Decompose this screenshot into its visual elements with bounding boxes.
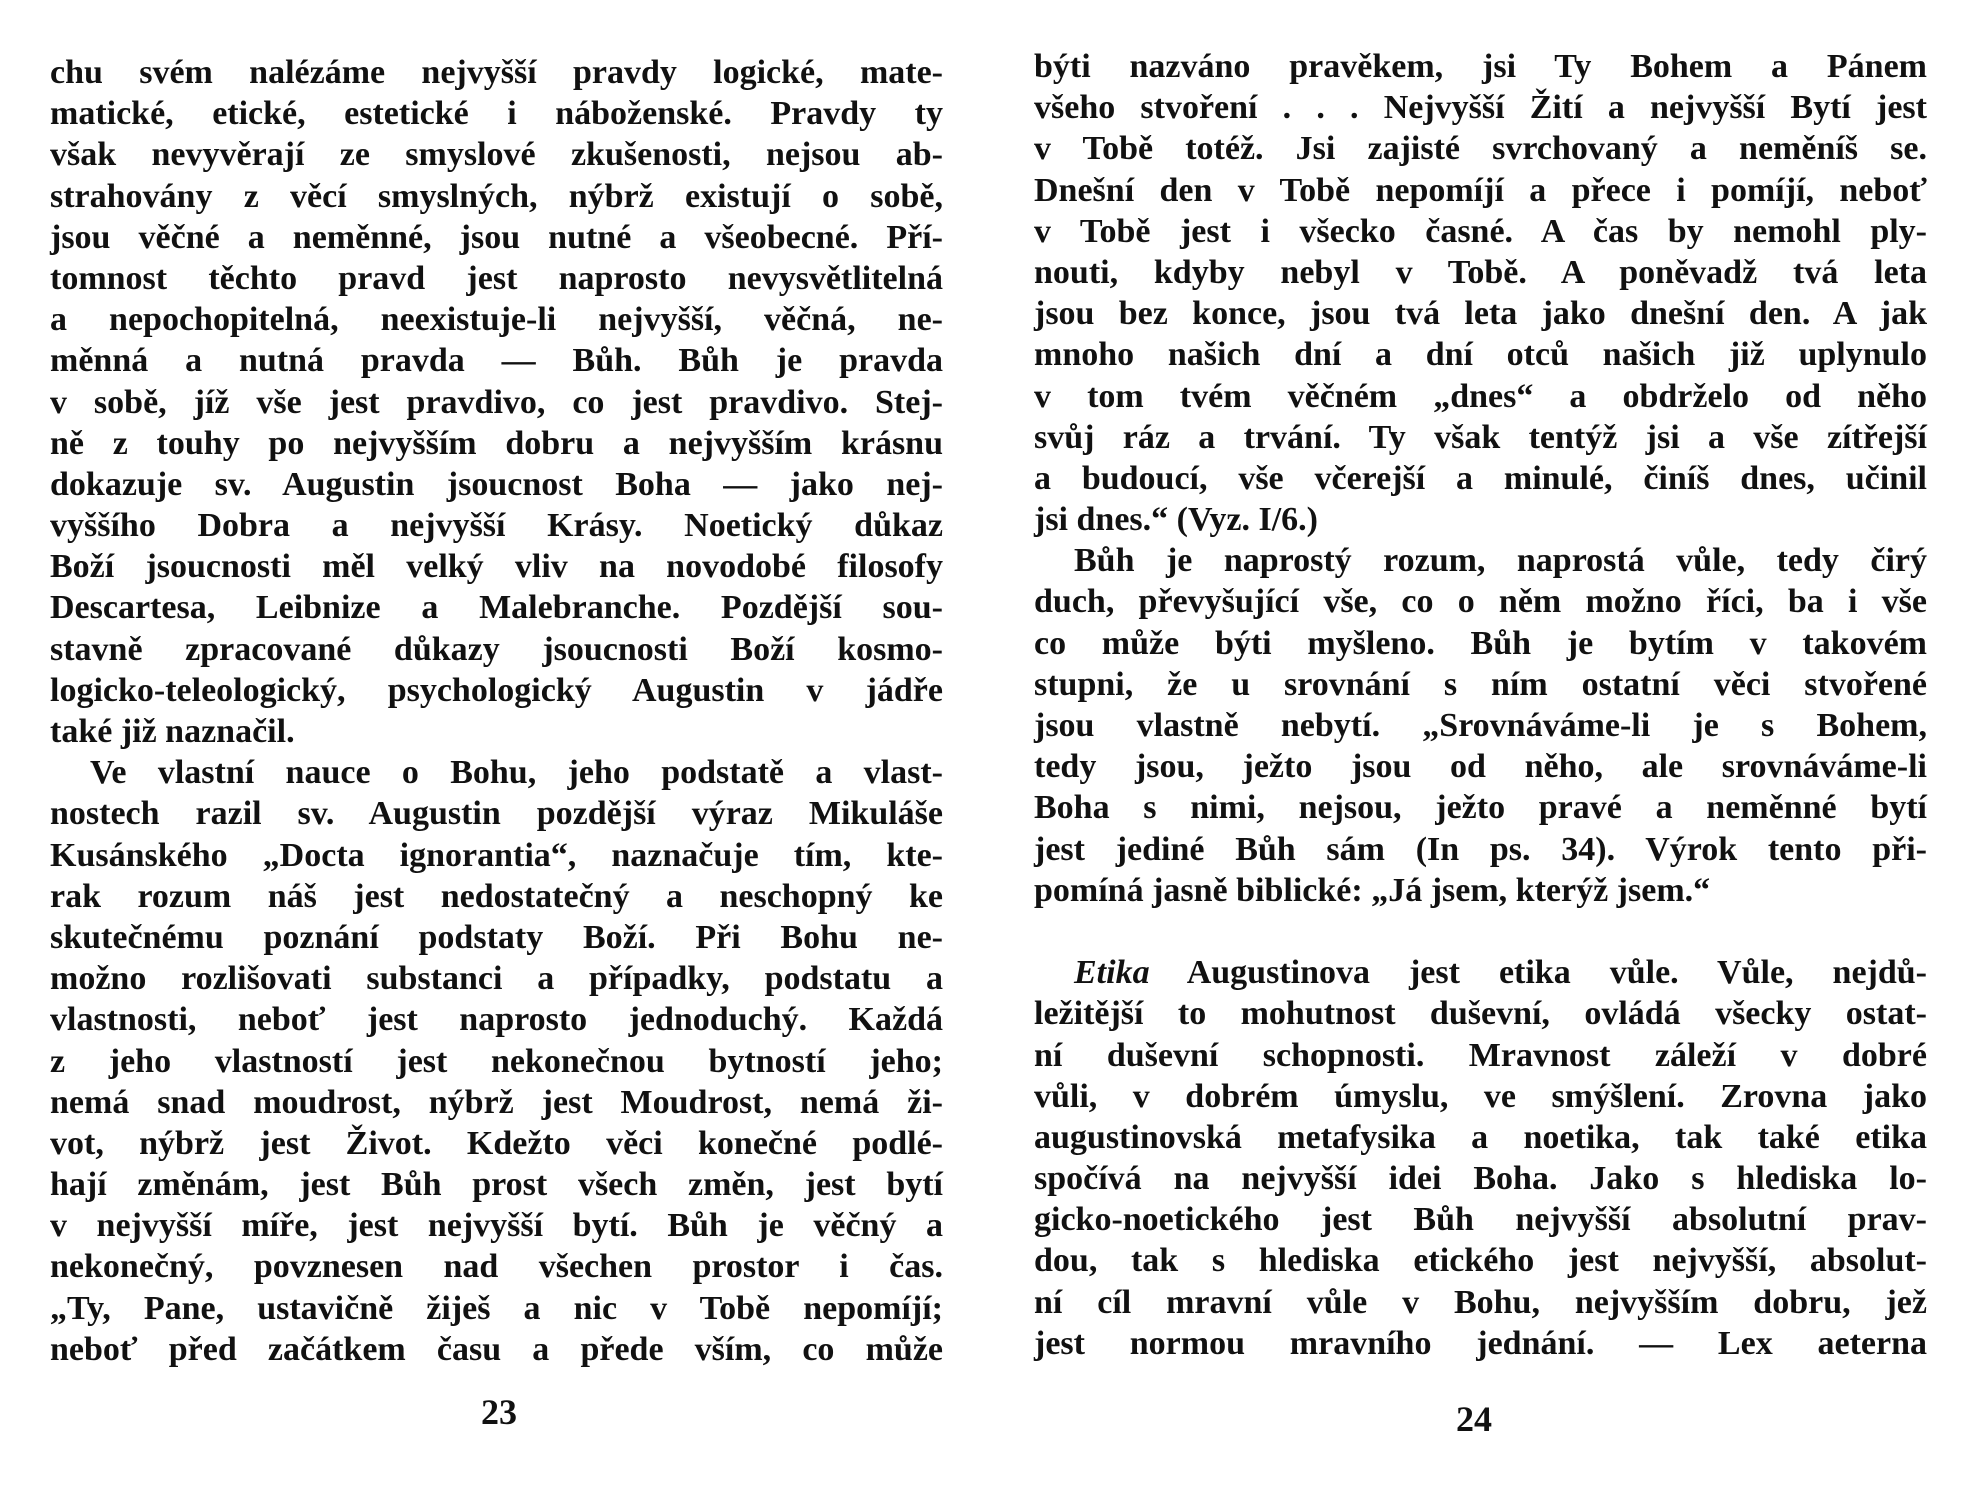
text-line: Boží jsoucnosti měl velký vliv na novodobé filosofy: [50, 548, 943, 586]
text-line: ležitější to mohutnost duševní, ovládá všecky ostat-: [1034, 995, 1927, 1033]
text-line: Ve vlastní nauce o Bohu, jeho podstatě a vlast-: [90, 754, 943, 792]
text-line: nekonečný, povznesen nad všechen prostor i čas.: [50, 1248, 943, 1286]
page-number-left: 23: [481, 1392, 517, 1432]
text-line: vyššího Dobra a nejvyšší Krásy. Noetický důkaz: [50, 507, 943, 545]
text-line: Descartesa, Leibnize a Malebranche. Pozdější sou-: [50, 589, 943, 627]
text-line: jsou věčné a neměnné, jsou nutné a všeobecné. Pří-: [50, 218, 943, 256]
text-line: matické, etické, estetické i náboženské. Pravdy ty: [50, 95, 943, 133]
text-line: Boha s nimi, nejsou, ježto pravé a neměnné bytí: [1034, 789, 1927, 827]
text-line: v Tobě jest i všecko časné. A čas by nemohl ply-: [1034, 212, 1927, 250]
text-line: [1034, 952, 1927, 993]
text-line: „Ty, Pane, ustavičně žiješ a nic v Tobě nepomíjí;: [50, 1289, 943, 1327]
text-line: možno rozlišovati substanci a případky, podstatu a: [50, 960, 943, 998]
text-line: a nepochopitelná, neexistuje-li nejvyšší, věčná, ne-: [50, 301, 943, 339]
line-text: Augustinova jest etika vůle. Vůle, nejdů-: [1149, 954, 1927, 992]
text-line: jsou bez konce, jsou tvá leta jako dnešní den. A jak: [1034, 295, 1927, 333]
text-line: Kusánského „Docta ignorantia“, naznačuje tím, kte-: [50, 836, 943, 874]
text-line: všeho stvoření . . . Nejvyšší Žití a nejvyšší Bytí jest: [1034, 89, 1927, 127]
text-line: tomnost těchto pravd jest naprosto nevysvětlitelná: [50, 259, 943, 297]
text-line: ní duševní schopnosti. Mravnost záleží v dobré: [1034, 1036, 1927, 1074]
text-line: z jeho vlastností jest nekonečnou bytností jeho;: [50, 1042, 943, 1080]
text-line: jsi dnes.“ (Vyz. I/6.): [1034, 501, 1318, 539]
text-line: v tom tvém věčném „dnes“ a obdrželo od něho: [1034, 377, 1927, 415]
text-line: gicko-noetického jest Bůh nejvyšší absolutní prav-: [1034, 1201, 1927, 1239]
text-line: vot, nýbrž jest Život. Kdežto věci konečné podlé-: [50, 1124, 943, 1162]
text-line: měnná a nutná pravda — Bůh. Bůh je pravda: [50, 342, 943, 380]
text-line: vůli, v dobrém úmyslu, ve smýšlení. Zrovna jako: [1034, 1077, 1927, 1115]
text-line: nostech razil sv. Augustin pozdější výraz Mikuláše: [50, 795, 943, 833]
text-line: skutečnému poznání podstaty Boží. Při Bohu ne-: [50, 918, 943, 956]
text-line: augustinovská metafysika a noetika, tak také etika: [1034, 1118, 1927, 1156]
text-line: spočívá na nejvyšší idei Boha. Jako s hlediska lo-: [1034, 1160, 1927, 1198]
text-line: hají změnám, jest Bůh prost všech změn, jest bytí: [50, 1166, 943, 1204]
text-line: stupni, že u srovnání s ním ostatní věci stvořené: [1034, 665, 1927, 703]
text-line: pomíná jasně biblické: „Já jsem, kterýž jsem.“: [1034, 871, 1711, 909]
text-line: a budoucí, vše včerejší a minulé, činíš dnes, učinil: [1034, 459, 1927, 497]
text-line: logicko-teleologický, psychologický Augustin v jádře: [50, 671, 943, 709]
text-line: Dnešní den v Tobě nepomíjí a přece i pomíjí, neboť: [1034, 171, 1927, 209]
text-line: Bůh je naprostý rozum, naprostá vůle, tedy čirý: [1074, 542, 1927, 580]
text-line: v sobě, jíž vše jest pravdivo, co jest pravdivo. Stej-: [50, 383, 943, 421]
text-line: neboť před začátkem času a přede vším, co může: [50, 1330, 943, 1368]
text-line: stavně zpracované důkazy jsoucnosti Boží kosmo-: [50, 630, 943, 668]
right-page-text: [1034, 46, 1927, 1364]
text-line: také již naznačil.: [50, 713, 295, 750]
text-line: mnoho našich dní a dní otců našich již uplynulo: [1034, 336, 1927, 374]
text-line: strahovány z věcí smyslných, nýbrž existují o sobě,: [50, 177, 943, 215]
text-line: však nevyvěrají ze smyslové zkušenosti, nejsou ab-: [50, 136, 943, 174]
text-line: co může býti myšleno. Bůh je bytím v takovém: [1034, 624, 1927, 662]
text-line: ně z touhy po nejvyšším dobru a nejvyšším krásnu: [50, 424, 943, 462]
left-page-text: [50, 52, 943, 1370]
text-line: duch, převyšující vše, co o něm možno říci, ba i vše: [1034, 583, 1927, 621]
text-line: vlastnosti, neboť jest naprosto jednoduchý. Každá: [50, 1001, 943, 1039]
italic-term: Etika: [1074, 954, 1150, 992]
text-line: v Tobě totéž. Jsi zajisté svrchovaný a neměníš se.: [1034, 130, 1927, 168]
text-line: jest normou mravního jednání. — Lex aeterna: [1034, 1324, 1927, 1362]
text-line: chu svém nalézáme nejvyšší pravdy logické, mate-: [50, 54, 943, 91]
text-line: nouti, kdyby nebyl v Tobě. A poněvadž tvá leta: [1034, 253, 1927, 291]
text-line: býti nazváno pravěkem, jsi Ty Bohem a Pánem: [1034, 48, 1927, 85]
text-line: tedy jsou, ježto jsou od něho, ale srovnáváme-li: [1034, 748, 1927, 786]
text-line: nemá snad moudrost, nýbrž jest Moudrost, nemá ži-: [50, 1083, 943, 1121]
text-line: jest jediné Bůh sám (In ps. 34). Výrok tento při-: [1034, 830, 1927, 868]
text-line: ní cíl mravní vůle v Bohu, nejvyšším dobru, jež: [1034, 1283, 1927, 1321]
page-number-right: 24: [1456, 1399, 1492, 1439]
text-line: dokazuje sv. Augustin jsoucnost Boha — jako nej-: [50, 465, 943, 503]
text-line: rak rozum náš jest nedostatečný a neschopný ke: [50, 877, 943, 915]
text-line: jsou vlastně nebytí. „Srovnáváme-li je s Bohem,: [1034, 707, 1927, 744]
text-line: v nejvyšší míře, jest nejvyšší bytí. Bůh je věčný a: [50, 1207, 943, 1245]
text-line: dou, tak s hlediska etického jest nejvyšší, absolut-: [1034, 1242, 1927, 1280]
blank-line: [1034, 911, 1927, 952]
text-line: svůj ráz a trvání. Ty však tentýž jsi a vše zítřejší: [1034, 418, 1927, 456]
